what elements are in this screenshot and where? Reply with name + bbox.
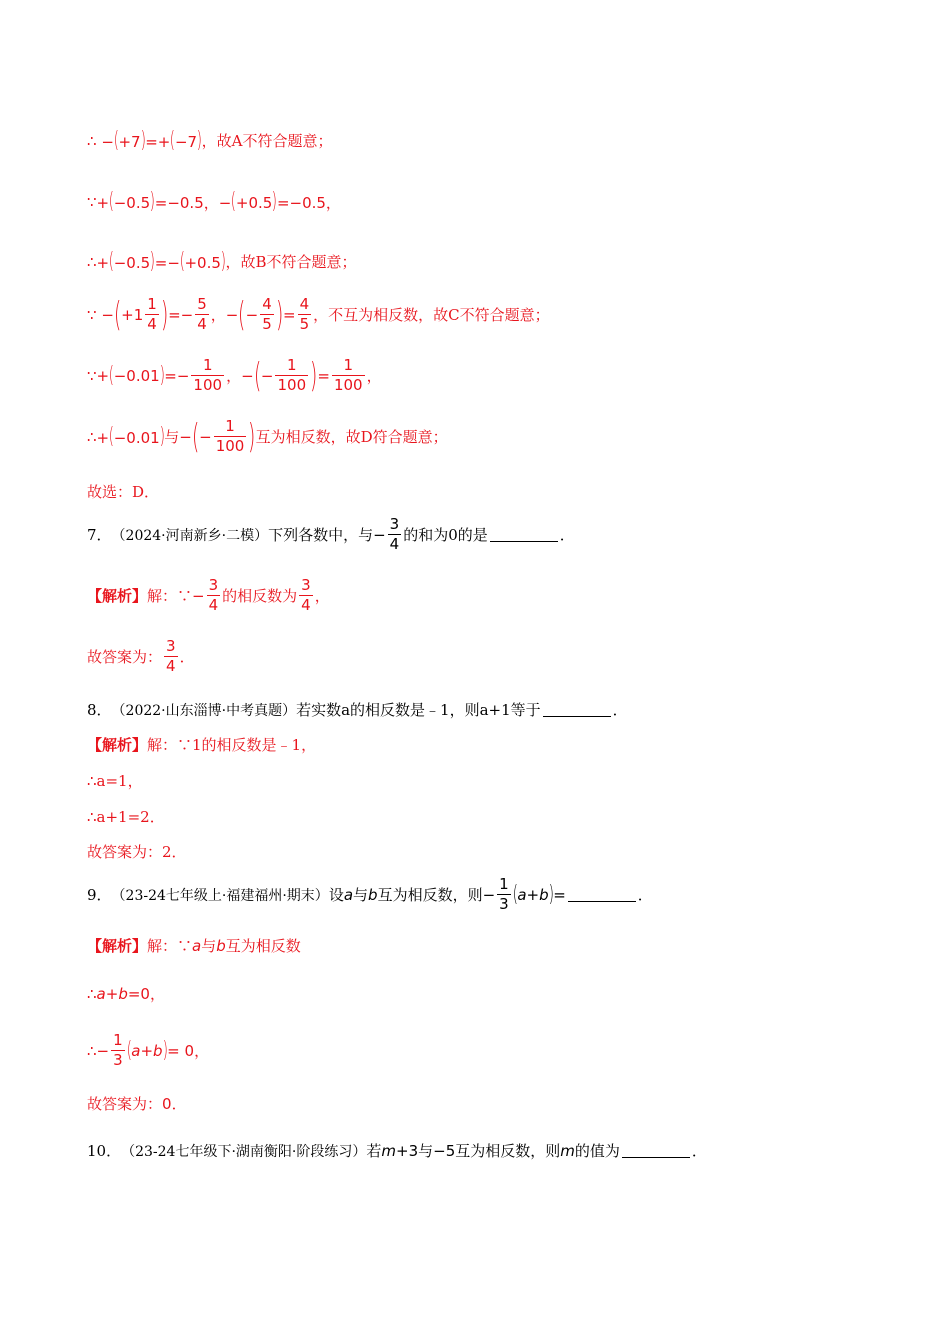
math-expr: m+3 [381, 1141, 419, 1160]
math-expr: +(−0.01) [96, 424, 165, 449]
q8-step-2: ∴a+1=2． [87, 808, 165, 826]
math-expr: +(−0.5)=−0.5，−(+0.5)=−0.5， [96, 189, 341, 214]
solution-line-2: ∵ +(−0.5)=−0.5，−(+0.5)=−0.5， [87, 189, 341, 214]
q8-analysis: 【解析】 解：∵1的相反数是﹣1， [87, 736, 317, 754]
q8-step-1: ∴a=1， [87, 772, 143, 790]
therefore-icon: ∴ [87, 1041, 97, 1060]
q9-step-2: ∴ − $\frac{1}{3}$ ( a + b ) = 0 ， [87, 1031, 210, 1069]
q8-answer: 故答案为：2． [87, 843, 187, 861]
answer-blank[interactable] [543, 702, 611, 717]
solution-line-5: ∵ + ( −0.01 ) =− $\frac{1}{100}$ ，− ( − $\frac{1}{100}$ ) = $\frac{1}{100}$ ， [87, 355, 382, 396]
solution-line-3: ∴ +(−0.5)=−(+0.5) ，故B不符合题意； [87, 249, 357, 274]
q7-answer: 故答案为： $\frac{3}{4}$ ． [87, 637, 195, 675]
answer-blank[interactable] [622, 1143, 690, 1158]
math-expr: − $\frac{3}{4}$ [373, 515, 400, 553]
math-expr: $\frac{3}{4}$ [166, 637, 176, 675]
answer-blank[interactable] [568, 887, 636, 902]
question-7: 7． （2024·河南新乡·二模） 下列各数中，与 − $\frac{3}{4}$ 的和为0的是 ． [87, 515, 575, 553]
q9-analysis: 【解析】 解：∵ a 与 b 互为相反数 [87, 936, 301, 955]
math-expr: a+b=0 [96, 984, 150, 1003]
math-expr: +(−0.5)=−(+0.5) [96, 249, 226, 274]
math-var-a: a [343, 885, 354, 904]
math-expr: − $\frac{3}{4}$ [192, 576, 219, 614]
math-expr: + ( −0.01 ) =− $\frac{1}{100}$ ，− ( − $\frac{1}{100}$ ) = $\frac{1}{100}$ ， [96, 355, 382, 396]
math-var-a: a [192, 936, 202, 955]
math-expr: − ( +1 $\frac{1}{4}$ ) =− $\frac{5}{4}$ ，− ( − $\frac{4}{5}$ ) = $\frac{4}{5}$ [96, 294, 310, 335]
math-expr: $\frac{3}{4}$ [301, 576, 311, 614]
q9-step-1: ∴ a+b=0 ， [87, 984, 165, 1003]
question-8: 8． （2022·山东淄博·中考真题） 若实数a的相反数是﹣1，则a+1等于 ． [87, 701, 628, 719]
question-10: 10． （23-24七年级下·湖南衡阳·阶段练习） 若 m+3 与 −5 互为相反数，则 m 的值为 ． [87, 1141, 707, 1160]
solution-line-6: ∴ +(−0.01) 与 − ( − $\frac{1}{100}$ ) 互为相反数，故D符合题意； [87, 416, 448, 457]
math-expr: − ( − $\frac{1}{100}$ ) [179, 416, 256, 457]
q7-analysis: 【解析】 解：∵ − $\frac{3}{4}$ 的相反数为 $\frac{3}{4}$ ， [87, 576, 330, 614]
q9-answer: 故答案为： 0 ． [87, 1094, 187, 1113]
therefore-icon: ∴ [87, 984, 97, 1003]
math-var-b: b [368, 885, 378, 904]
math-expr: −5 [433, 1141, 456, 1160]
question-9: 9． （23-24七年级上·福建福州·期末） 设 a 与 b 互为相反数，则 − $\frac{1}{3}$ ( a + b ) = ． [87, 875, 653, 913]
math-expr: −(+7)=+(−7) [96, 128, 202, 153]
solution-line-1: ∴ −(+7)=+(−7) ，故A不符合题意； [87, 128, 333, 153]
answer-blank[interactable] [490, 527, 558, 542]
math-var-b: b [216, 936, 226, 955]
math-expr: − $\frac{1}{3}$ ( a + b ) = [96, 1031, 185, 1069]
solution-line-4: ∵ − ( +1 $\frac{1}{4}$ ) =− $\frac{5}{4}$ ，− ( − $\frac{4}{5}$ ) = $\frac{4}{5}$ ，不互为相反数，故C不符合题意； [87, 294, 550, 335]
math-expr: − $\frac{1}{3}$ ( a + b ) = [482, 875, 566, 913]
solution-conclusion: 故选：D． [87, 483, 160, 501]
math-var-m: m [560, 1141, 575, 1160]
